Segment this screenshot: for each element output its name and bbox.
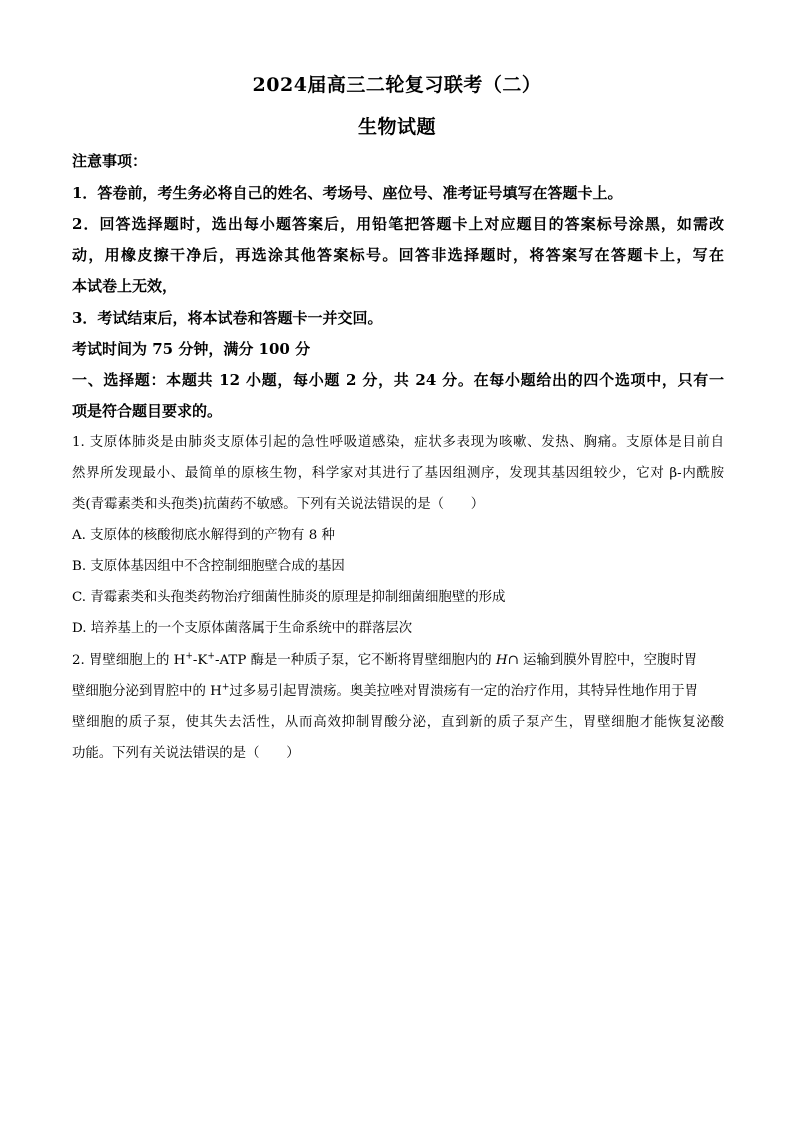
question-1-option-a: A. 支原体的核酸彻底水解得到的产物有 8 种 (72, 528, 335, 543)
question-2-stem-line-4: 功能。下列有关说法错误的是（ ） (72, 746, 300, 761)
exam-time: 考试时间为 75 分钟，满分 100 分 (72, 340, 311, 358)
question-1-option-b: B. 支原体基因组中不含控制细胞壁合成的基因 (72, 559, 345, 574)
question-2-stem-line-3: 壁细胞的质子泵，使其失去活性，从而高效抑制胃酸分泌，直到新的质子泵产生，胃壁细胞才能恢复泌酸 (72, 715, 724, 730)
question-1-option-c: C. 青霉素类和头孢类药物治疗细菌性肺炎的原理是抑制细菌细胞壁的形成 (72, 590, 506, 605)
notice-item-1: 1．答卷前，考生务必将自己的姓名、考场号、座位号、准考证号填写在答题卡上。 (72, 184, 623, 202)
question-2-stem-line-2: 壁细胞分泌到胃腔中的 H+过多易引起胃溃疡。奥美拉唑对胃溃疡有一定的治疗作用，其特异性地作用于胃 (72, 682, 699, 699)
question-2-stem-line-1: 2. 胃壁细胞上的 H+-K+-ATP 酶是一种质子泵，它不断将胃壁细胞内的 H∩ 运输到膜外胃腔中，空腹时胃 (72, 651, 698, 668)
question-1-stem-line-1: 1. 支原体肺炎是由肺炎支原体引起的急性呼吸道感染，症状多表现为咳嗽、发热、胸痛。支原体是目前自 (72, 435, 724, 450)
hydrogen-ion-symbol: H∩ (495, 653, 519, 668)
question-1-stem-line-2: 然界所发现最小、最简单的原核生物，科学家对其进行了基因组测序，发现其基因组较少，它对 β-内酰胺 (72, 466, 724, 481)
section-1-heading-line-2: 项是符合题目要求的。 (72, 402, 223, 420)
notice-heading: 注意事项： (72, 152, 148, 170)
notice-item-3: 3．考试结束后，将本试卷和答题卡一并交回。 (72, 309, 383, 327)
question-1-stem-line-3: 类(青霉素类和头孢类)抗菌药不敏感。下列有关说法错误的是（ ） (72, 497, 485, 512)
question-1-option-d: D. 培养基上的一个支原体菌落属于生命系统中的群落层次 (72, 621, 413, 636)
exam-title: 2024届高三二轮复习联考（二） (252, 74, 542, 96)
notice-item-2-line-1: 2．回答选择题时，选出每小题答案后，用铅笔把答题卡上对应题目的答案标号涂黑，如需改 (72, 215, 724, 233)
exam-subtitle: 生物试题 (357, 116, 436, 138)
notice-item-2-line-2: 动，用橡皮擦干净后，再选涂其他答案标号。回答非选择题时，将答案写在答题卡上，写在 (72, 246, 724, 264)
notice-item-2-line-3: 本试卷上无效， (72, 277, 178, 295)
section-1-heading-line-1: 一、选择题：本题共 12 小题，每小题 2 分，共 24 分。在每小题给出的四个选项中，只有一 (72, 371, 724, 389)
